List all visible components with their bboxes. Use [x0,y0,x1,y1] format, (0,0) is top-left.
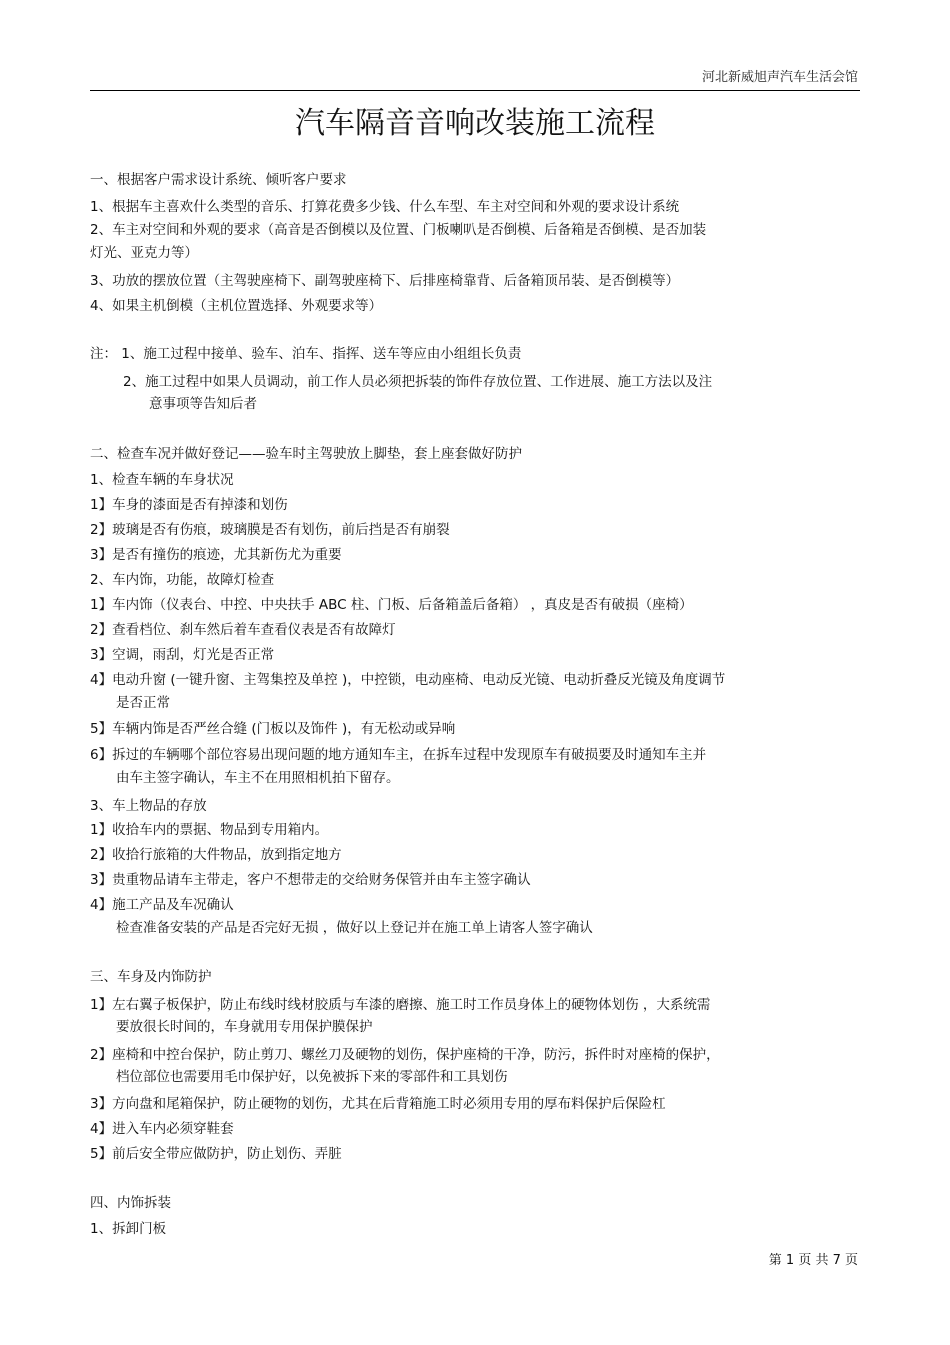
text-line: 由车主签字确认，车主不在用照相机拍下留存。 [116,770,400,786]
text-line: 3】方向盘和尾箱保护，防止硬物的划伤，尤其在后背箱施工时必须用专用的厚布料保护后保险杠 [90,1096,666,1112]
text-line: 2】座椅和中控台保护，防止剪刀、螺丝刀及硬物的划伤，保护座椅的干净，防污，拆件时对座椅的保护， [90,1047,720,1063]
text-line: 2、车内饰，功能，故障灯检查 [90,572,275,588]
header-rule [90,90,860,91]
text-line: 1、检查车辆的车身状况 [90,472,234,488]
text-line: 2】收拾行旅箱的大件物品，放到指定地方 [90,847,342,863]
text-line: 1、根据车主喜欢什么类型的音乐、打算花费多少钱、什么车型、车主对空间和外观的要求设计系统 [90,199,680,215]
text-line: 2、车主对空间和外观的要求（高音是否倒模以及位置、门板喇叭是否倒模、后备箱是否倒模、是否加装 [90,222,707,238]
text-line: 4】电动升窗 (一键升窗、主驾集控及单控 )，中控锁，电动座椅、电动反光镜、电动折叠反光镜及角度调节 [90,672,726,688]
section-1-heading: 一、根据客户需求设计系统、倾听客户要求 [90,172,347,188]
text-line: 4】进入车内必须穿鞋套 [90,1121,234,1137]
section-3-heading: 三、车身及内饰防护 [90,969,212,985]
note-line: 注： 1、施工过程中接单、验车、泊车、指挥、送车等应由小组组长负责 [90,346,522,362]
text-line: 档位部位也需要用毛巾保护好，以免被拆下来的零部件和工具划伤 [116,1069,508,1085]
section-4-heading: 四、内饰拆装 [90,1195,171,1211]
text-line: 要放很长时间的，车身就用专用保护膜保护 [116,1019,373,1035]
text-line: 2】查看档位、刹车然后着车查看仪表是否有故障灯 [90,622,396,638]
section-2-heading: 二、检查车况并做好登记——验车时主驾驶放上脚垫，套上座套做好防护 [90,446,522,462]
text-line: 3】贵重物品请车主带走，客户不想带走的交给财务保管并由车主签字确认 [90,872,531,888]
text-line: 2】玻璃是否有伤痕，玻璃膜是否有划伤，前后挡是否有崩裂 [90,522,450,538]
text-line: 1】左右翼子板保护，防止布线时线材胶质与车漆的磨擦、施工时工作员身体上的硬物体划伤 ，大系统需 [90,997,711,1013]
text-line: 5】车辆内饰是否严丝合缝 (门板以及饰件 )，有无松动或异响 [90,721,456,737]
text-line: 1】收拾车内的票据、物品到专用箱内。 [90,822,329,838]
text-line: 5】前后安全带应做防护，防止划伤、弄脏 [90,1146,342,1162]
text-line: 灯光、亚克力等） [90,245,198,261]
page-number: 第 1 页 共 7 页 [768,1253,858,1268]
text-line: 检查准备安装的产品是否完好无损 ，做好以上登记并在施工单上请客人签字确认 [116,920,593,936]
text-line: 3】空调，雨刮，灯光是否正常 [90,647,275,663]
text-line: 是否正常 [116,695,170,711]
text-line: 1、拆卸门板 [90,1221,167,1237]
note-line: 2、施工过程中如果人员调动，前工作人员必须把拆装的饰件存放位置、工作进展、施工方法以及注 [123,374,713,390]
text-line: 3、车上物品的存放 [90,798,207,814]
text-line: 3】是否有撞伤的痕迹，尤其新伤尤为重要 [90,547,342,563]
text-line: 1】车内饰（仪表台、中控、中央扶手 ABC 柱、门板、后备箱盖后备箱） ，真皮是否有破损（座椅） [90,597,693,613]
text-line: 4】施工产品及车况确认 [90,897,234,913]
text-line: 1】车身的漆面是否有掉漆和划伤 [90,497,288,513]
page-title: 汽车隔音音响改装施工流程 [295,106,655,141]
note-line: 意事项等告知后者 [149,396,257,412]
header-org: 河北新威旭声汽车生活会馆 [701,70,858,85]
text-line: 4、如果主机倒模（主机位置选择、外观要求等） [90,298,383,314]
text-line: 6】拆过的车辆哪个部位容易出现问题的地方通知车主，在拆车过程中发现原车有破损要及时通知车主并 [90,747,707,763]
text-line: 3、功放的摆放位置（主驾驶座椅下、副驾驶座椅下、后排座椅靠背、后备箱顶吊装、是否倒模等） [90,273,680,289]
